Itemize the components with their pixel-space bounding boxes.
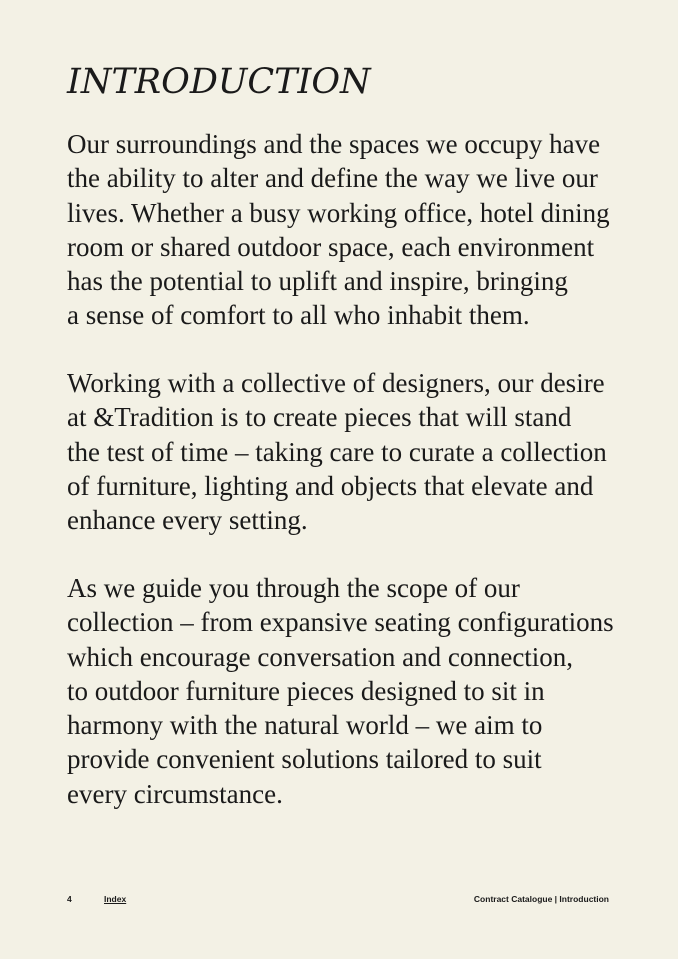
paragraph-line: room or shared outdoor space, each environment	[67, 231, 595, 262]
page-number: 4	[67, 894, 72, 904]
intro-paragraph-2	[67, 366, 607, 537]
paragraph-line: a sense of comfort to all who inhabit them.	[67, 300, 530, 331]
paragraph-line: As we guide you through the scope of our	[67, 573, 520, 603]
paragraph-line: Working with a collective of designers, our desire	[67, 368, 605, 398]
page-title: INTRODUCTION	[67, 62, 371, 102]
paragraph-line: the ability to alter and define the way we live our	[67, 163, 598, 194]
intro-paragraph-1	[67, 127, 610, 333]
paragraph-line: which encourage conversation and connection,	[67, 641, 574, 672]
paragraph-line: provide convenient solutions tailored to suit	[67, 744, 542, 775]
paragraph-line: of furniture, lighting and objects that elevate and	[67, 470, 594, 501]
paragraph-line: every circumstance.	[67, 778, 283, 809]
paragraph-line: at &Tradition is to create pieces that will stand	[67, 402, 572, 433]
paragraph-line: to outdoor furniture pieces designed to sit in	[67, 675, 545, 706]
paragraph-line: enhance every setting.	[67, 505, 308, 536]
index-link[interactable]: Index	[104, 894, 127, 904]
page-footer	[0, 891, 678, 907]
paragraph-line: harmony with the natural world – we aim to	[67, 710, 543, 741]
running-head: Contract Catalogue | Introduction	[473, 894, 609, 904]
paragraph-line: Our surroundings and the spaces we occupy have	[67, 129, 601, 159]
paragraph-line: lives. Whether a busy working office, hotel dining	[67, 197, 610, 228]
paragraph-line: the test of time – taking care to curate a collection	[67, 436, 607, 467]
intro-paragraph-3	[67, 571, 614, 811]
paragraph-line: has the potential to uplift and inspire, bringing	[67, 266, 568, 297]
paragraph-line: collection – from expansive seating configurations	[67, 607, 614, 638]
